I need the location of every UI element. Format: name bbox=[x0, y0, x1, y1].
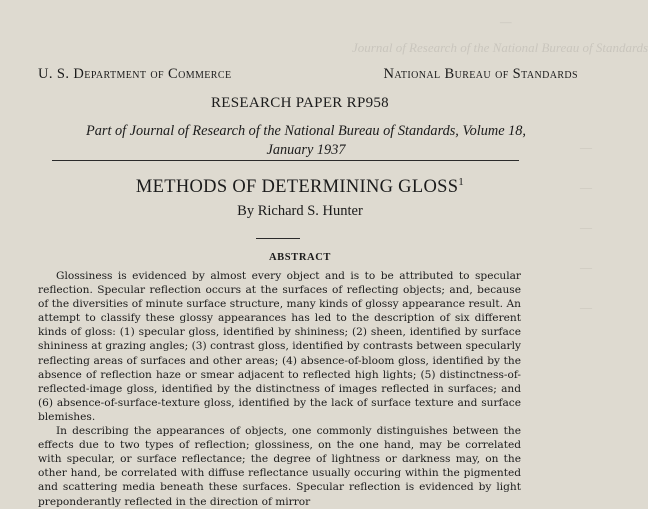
abstract-heading: ABSTRACT bbox=[269, 252, 331, 263]
header-rule bbox=[52, 160, 519, 161]
research-paper-number: RESEARCH PAPER RP958 bbox=[210, 95, 389, 111]
journal-line-2: January 1937 bbox=[266, 142, 346, 158]
bureau-name: National Bureau of Standards bbox=[383, 66, 578, 82]
paper-title-text: METHODS OF DETERMINING GLOSS bbox=[135, 177, 459, 198]
masthead-row bbox=[38, 66, 578, 83]
title-footnote-mark: 1 bbox=[458, 176, 465, 188]
abstract-body bbox=[38, 269, 521, 509]
abstract-paragraph-2: In describing the appearances of objects, one commonly distinguishes between the effects due to two types of reflection; glossiness, on the one hand, may be correlated with specular, or surface reflectance; the degree of lightness or darkness may, on the other hand, be correlated with diffuse reflectance usually occuring within the pigmented and scattering media beneath these surfaces. Specular reflection is evidenced by light preponderantly reflected in the direction of mirror bbox=[38, 425, 521, 508]
journal-citation bbox=[30, 122, 582, 160]
abstract-paragraph-1: Glossiness is evidenced by almost every object and is to be attributed to specular reflection. Specular reflection occurs at the surfaces of reflecting objects; and, because of the diversities of minute surface structure, many kinds of glossy appearance result. An attempt to classify these glossy appearances has led to the description of six different kinds of gloss: (1) specular gloss, identified by shininess; (2) sheen, identified by surface shininess at grazing angles; (3) contrast gloss, identified by contrasts between specularly reflecting areas of surfaces and other areas; (4) absence-of-bloom gloss, identified by the absence of reflection haze or smear adjacent to reflected high lights; (5) distinctness-of-reflected-image gloss, identified by the distinctness of images reflected in surfaces; and (6) absence-of-surface-texture gloss, identified by the lack of surface texture and surface blemishes. bbox=[38, 270, 521, 423]
author-line: By Richard S. Hunter bbox=[237, 203, 363, 219]
department-name: U. S. Department of Commerce bbox=[38, 66, 232, 82]
title-separator-rule bbox=[256, 238, 300, 239]
paper-title bbox=[0, 176, 600, 198]
facing-page-bleed-through: Journal of Research of the National Bureau of Standards — bbox=[352, 14, 648, 55]
facing-page-bleed-side: — — — — — bbox=[580, 140, 592, 314]
journal-line-1: Part of Journal of Research of the National Bureau of Standards, Volume 18, bbox=[86, 123, 526, 139]
